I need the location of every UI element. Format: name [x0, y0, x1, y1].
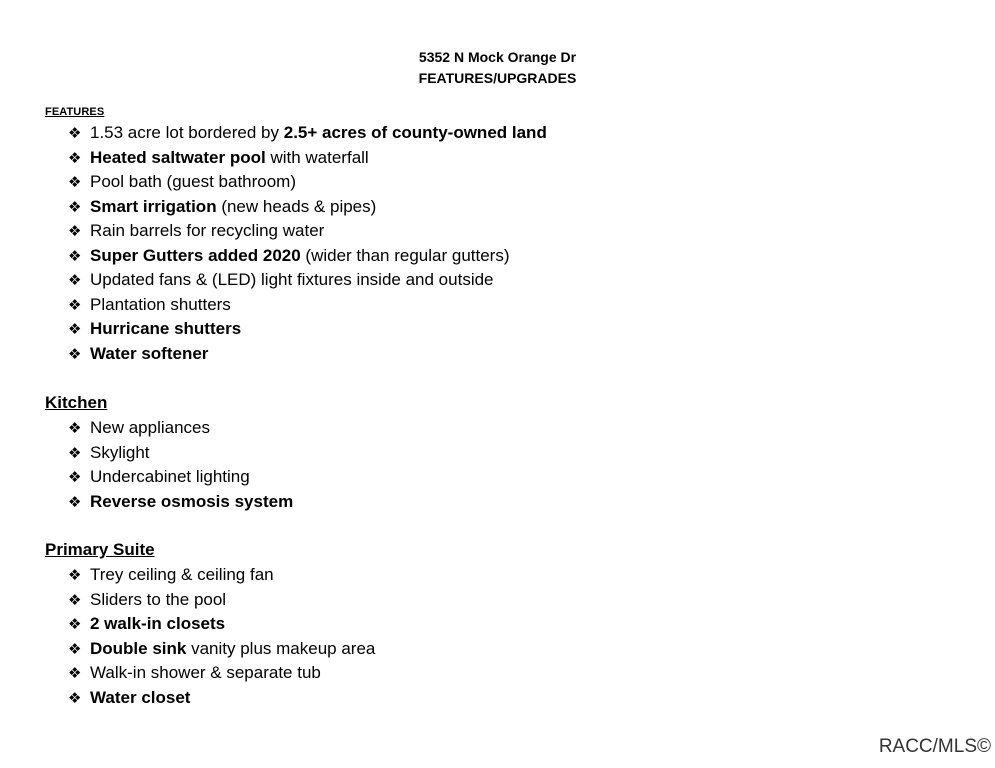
text-segment: Skylight [90, 442, 150, 462]
list-item-text [90, 661, 321, 686]
mls-watermark: RACC/MLS© [878, 736, 991, 757]
text-segment: Rain barrels for recycling water [90, 221, 325, 240]
diamond-bullet-icon: ❖ [68, 615, 82, 633]
diamond-bullet-icon: ❖ [68, 688, 82, 707]
section-heading-kitchen: Kitchen [45, 393, 108, 412]
diamond-bullet-icon: ❖ [68, 492, 82, 511]
primary-suite-list [68, 563, 375, 710]
diamond-bullet-icon: ❖ [68, 173, 82, 191]
text-segment: Updated fans & (LED) light fixtures inside and outside [90, 270, 494, 289]
bold-text-segment: Water closet [90, 687, 191, 707]
diamond-bullet-icon: ❖ [68, 246, 82, 265]
list-item [68, 661, 375, 686]
text-segment: Walk-in shower & separate tub [90, 663, 321, 682]
diamond-bullet-icon: ❖ [68, 419, 82, 437]
text-segment: Undercabinet lighting [90, 467, 250, 486]
list-item [68, 121, 547, 146]
bold-text-segment: Heated saltwater pool [90, 147, 266, 167]
list-item [68, 268, 547, 293]
list-item-text [90, 121, 547, 146]
text-segment: 1.53 acre lot bordered by [90, 123, 284, 142]
bold-text-segment: Hurricane shutters [90, 319, 242, 338]
section-heading-features: FEATURES [45, 106, 105, 118]
text-segment: New appliances [90, 418, 211, 437]
kitchen-list [68, 416, 293, 514]
list-item-text [90, 563, 274, 588]
list-item-text [90, 441, 150, 466]
list-item-text [90, 490, 293, 515]
list-item-text [90, 465, 250, 490]
text-segment: vanity plus makeup area [186, 638, 376, 658]
diamond-bullet-icon: ❖ [68, 639, 82, 658]
diamond-bullet-icon: ❖ [68, 344, 82, 363]
diamond-bullet-icon: ❖ [68, 664, 82, 682]
list-item [68, 612, 375, 637]
diamond-bullet-icon: ❖ [68, 197, 82, 216]
list-item-text [90, 195, 376, 220]
diamond-bullet-icon: ❖ [68, 590, 82, 609]
features-list [68, 121, 547, 366]
text-segment: (new heads & pipes) [216, 196, 377, 216]
list-item [68, 416, 293, 441]
document-subtitle: FEATURES/UPGRADES [418, 70, 577, 86]
list-item [68, 465, 293, 490]
list-item [68, 342, 547, 367]
list-item-text [90, 268, 494, 293]
list-item-text [90, 637, 375, 662]
list-item [68, 244, 547, 269]
diamond-bullet-icon: ❖ [68, 148, 82, 167]
bold-text-segment: Water softener [90, 343, 209, 363]
diamond-bullet-icon: ❖ [68, 271, 82, 289]
list-item [68, 588, 375, 613]
list-item [68, 146, 547, 171]
list-item [68, 441, 293, 466]
list-item-text [90, 416, 210, 441]
list-item [68, 219, 547, 244]
text-segment: Pool bath (guest bathroom) [90, 172, 297, 191]
list-item [68, 195, 547, 220]
text-segment: (wider than regular gutters) [300, 245, 510, 265]
diamond-bullet-icon: ❖ [68, 468, 82, 486]
diamond-bullet-icon: ❖ [68, 295, 82, 314]
bold-text-segment: Smart irrigation [90, 196, 217, 216]
diamond-bullet-icon: ❖ [68, 320, 82, 338]
list-item [68, 637, 375, 662]
list-item [68, 293, 547, 318]
list-item [68, 317, 547, 342]
text-segment: Trey ceiling & ceiling fan [90, 565, 274, 584]
diamond-bullet-icon: ❖ [68, 566, 82, 584]
list-item-text [90, 317, 241, 342]
list-item-text [90, 588, 226, 613]
diamond-bullet-icon: ❖ [68, 124, 82, 142]
bold-text-segment: Double sink [90, 638, 187, 658]
list-item-text [90, 293, 231, 318]
bold-text-segment: Reverse osmosis system [90, 491, 294, 511]
list-item-text [90, 612, 225, 637]
list-item-text [90, 219, 324, 244]
list-item-text [90, 342, 208, 367]
list-item [68, 170, 547, 195]
list-item-text [90, 146, 369, 171]
text-segment: Plantation shutters [90, 294, 231, 314]
list-item [68, 563, 375, 588]
bold-text-segment: Super Gutters added 2020 [90, 245, 301, 265]
text-segment: with waterfall [265, 147, 369, 167]
list-item [68, 686, 375, 711]
text-segment: Sliders to the pool [90, 589, 227, 609]
bold-text-segment: 2.5+ acres of county-owned land [283, 123, 547, 142]
list-item-text [90, 244, 510, 269]
list-item-text [90, 170, 296, 195]
section-heading-primary-suite: Primary Suite [45, 540, 155, 559]
document-address-title: 5352 N Mock Orange Dr [418, 49, 577, 65]
diamond-bullet-icon: ❖ [68, 443, 82, 462]
list-item-text [90, 686, 190, 711]
diamond-bullet-icon: ❖ [68, 222, 82, 240]
list-item [68, 490, 293, 515]
bold-text-segment: 2 walk-in closets [90, 614, 226, 633]
